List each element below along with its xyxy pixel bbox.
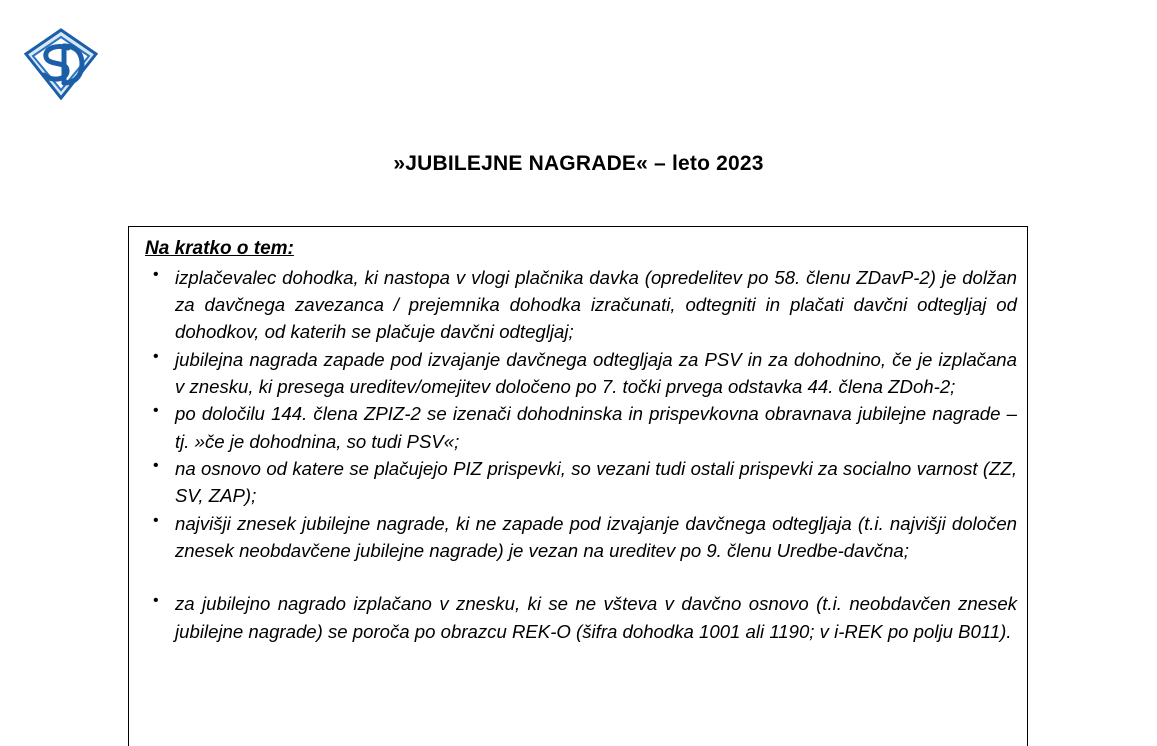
- list-item: • na osnovo od katere se plačujejo PIZ prispevki, so vezani tudi ostali prispevki za socialno varnost (ZZ, SV, ZAP);: [141, 455, 1017, 510]
- list-item: • po določilu 144. člena ZPIZ-2 se izenači dohodninska in prispevkovna obravnava jubilejne nagrade – tj. »če je dohodnina, so tudi PSV«;: [141, 400, 1017, 455]
- list-item: • za jubilejno nagrado izplačano v znesku, ki se ne všteva v davčno osnovo (t.i. neobdavčen znesek jubilejne nagrade) se poroča po obrazcu REK-O (šifra dohodka 1001 ali 1190; v i-REK po polju B011).: [141, 590, 1017, 645]
- list-item: • jubilejna nagrada zapade pod izvajanje davčnega odtegljaja za PSV in za dohodnino, če je izplačana v znesku, ki presega ureditev/omejitev določeno po 7. točki prvega odstavka 44. člena ZDoh-2;: [141, 346, 1017, 401]
- list-item: • izplačevalec dohodka, ki nastopa v vlogi plačnika davka (opredelitev po 58. členu ZDavP-2) je dolžan za davčnega zavezanca / prejemnika dohodka izračunati, odtegniti in plačati davčni odtegljaj od dohodkov, od katerih se plačuje davčni odtegljaj;: [141, 264, 1017, 346]
- page-title: »JUBILEJNE NAGRADE« – leto 2023: [393, 152, 764, 175]
- summary-bullet-list: [141, 264, 1017, 645]
- company-logo: [22, 28, 100, 100]
- summary-box: [128, 226, 1028, 746]
- summary-box-heading: Na kratko o tem:: [145, 238, 294, 259]
- list-item: • najvišji znesek jubilejne nagrade, ki ne zapade pod izvajanje davčnega odtegljaja (t.i. najvišji določen znesek neobdavčene jubilejne nagrade) je vezan na ureditev po 9. členu Uredbe-davčna;: [141, 510, 1017, 565]
